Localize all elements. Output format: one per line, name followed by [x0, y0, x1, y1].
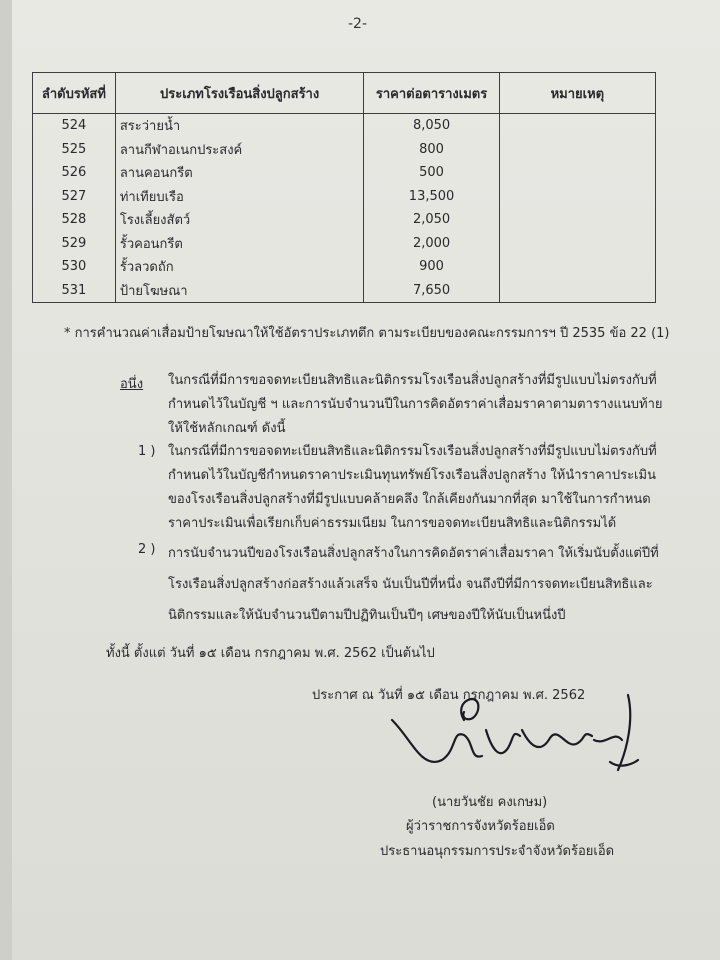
item1-line: ของโรงเรือนสิ่งปลูกสร้างที่มีรูปแบบคล้ายคลึง ใกล้เคียงกันมากที่สุด มาใช้ในการกำหนด [168, 492, 651, 507]
signatory-name: (นายวันชัย คงเกษม) [432, 795, 548, 810]
intro-paragraph [168, 369, 663, 441]
cell-note [499, 232, 655, 256]
cell-code: 528 [33, 208, 116, 232]
cell-price: 900 [364, 255, 499, 279]
cell-price: 2,000 [364, 232, 499, 256]
table-row [33, 208, 656, 232]
table-row [33, 279, 656, 303]
cell-type: รั้วคอนกรีต [115, 232, 364, 256]
cell-code: 527 [33, 185, 116, 209]
document-page [12, 0, 720, 960]
table-row [33, 114, 656, 138]
cell-code: 529 [33, 232, 116, 256]
cell-code: 525 [33, 138, 116, 162]
cell-note [499, 138, 655, 162]
item1-line: ในกรณีที่มีการขอจดทะเบียนสิทธิและนิติกรรมโรงเรือนสิ่งปลูกสร้างที่มีรูปแบบไม่ตรงกับที่ [168, 444, 657, 459]
item2-paragraph [168, 538, 659, 631]
item1-line: กำหนดไว้ในบัญชีกำหนดราคาประเมินทุนทรัพย์โรงเรือนสิ่งปลูกสร้าง ให้นำราคาประเมิน [168, 468, 656, 483]
cell-type: ลานคอนกรีต [115, 161, 364, 185]
header-type: ประเภทโรงเรือนสิ่งปลูกสร้าง [115, 73, 364, 114]
cell-code: 524 [33, 114, 116, 138]
table-row [33, 161, 656, 185]
cell-type: โรงเลี้ยงสัตว์ [115, 208, 364, 232]
cell-price: 500 [364, 161, 499, 185]
table-row [33, 232, 656, 256]
cell-note [499, 255, 655, 279]
table-row [33, 185, 656, 209]
cell-price: 7,650 [364, 279, 499, 303]
item1-line: ราคาประเมินเพื่อเรียกเก็บค่าธรรมเนียม ในการขอจดทะเบียนสิทธิและนิติกรรมได้ [168, 516, 617, 531]
cell-type: สระว่ายน้ำ [115, 114, 364, 138]
cell-type: รั้วลวดถัก [115, 255, 364, 279]
item1-paragraph [168, 440, 657, 536]
signatory-title-chairman: ประธานอนุกรรมการประจำจังหวัดร้อยเอ็ด [380, 844, 615, 859]
cell-code: 531 [33, 279, 116, 303]
table-row [33, 255, 656, 279]
item2-number: 2 ) [138, 542, 156, 557]
header-note: หมายเหตุ [499, 73, 655, 114]
cell-price: 2,050 [364, 208, 499, 232]
cell-note [499, 185, 655, 209]
table-row [33, 138, 656, 162]
intro-line: กำหนดไว้ในบัญชี ฯ และการนับจำนวนปีในการคิดอัตราค่าเสื่อมราคาตามตารางแนบท้าย [168, 397, 663, 412]
footnote: * การคำนวณค่าเสื่อมป้ายโฆษณาให้ใช้อัตราประเภทตึก ตามระเบียบของคณะกรรมการฯ ปี 2535 ข้อ 22 (1) [64, 326, 670, 341]
item1-number: 1 ) [138, 444, 156, 459]
intro-line: ในกรณีที่มีการขอจดทะเบียนสิทธิและนิติกรรมโรงเรือนสิ่งปลูกสร้างที่มีรูปแบบไม่ตรงกับที่ [168, 373, 657, 388]
handwritten-signature [382, 690, 652, 780]
item2-line: นิติกรรมและให้นับจำนวนปีตามปีปฏิทินเป็นปีๆ เศษของปีให้นับเป็นหนึ่งปี [168, 608, 566, 623]
item2-line: โรงเรือนสิ่งปลูกสร้างก่อสร้างแล้วเสร็จ นับเป็นปีที่หนึ่ง จนถึงปีที่มีการจดทะเบียนสิทธิและ [168, 577, 653, 592]
cell-price: 800 [364, 138, 499, 162]
cell-price: 13,500 [364, 185, 499, 209]
signatory-title-governor: ผู้ว่าราชการจังหวัดร้อยเอ็ด [406, 819, 555, 834]
cell-type: ลานกีฬาอเนกประสงค์ [115, 138, 364, 162]
header-code: ลำดับรหัสที่ [33, 73, 116, 114]
intro-line: ให้ใช้หลักเกณฑ์ ดังนี้ [168, 421, 286, 436]
cell-price: 8,050 [364, 114, 499, 138]
page-number: -2- [348, 16, 368, 32]
cell-note [499, 208, 655, 232]
table-header-row [33, 73, 656, 114]
cell-code: 530 [33, 255, 116, 279]
cell-code: 526 [33, 161, 116, 185]
header-price: ราคาต่อตารางเมตร [364, 73, 499, 114]
announcement-date: ประกาศ ณ วันที่ ๑๕ เดือน กรกฎาคม พ.ศ. 2562 [312, 688, 586, 703]
cell-note [499, 279, 655, 303]
section-lead-word: อนึ่ง [120, 377, 144, 392]
cell-note [499, 161, 655, 185]
cell-type: ท่าเทียบเรือ [115, 185, 364, 209]
effective-date: ทั้งนี้ ตั้งแต่ วันที่ ๑๕ เดือน กรกฎาคม พ.ศ. 2562 เป็นต้นไป [106, 646, 435, 661]
cell-note [499, 114, 655, 138]
price-table [32, 72, 656, 303]
item2-line: การนับจำนวนปีของโรงเรือนสิ่งปลูกสร้างในการคิดอัตราค่าเสื่อมราคา ให้เริ่มนับตั้งแต่ปีที่ [168, 546, 659, 561]
cell-type: ป้ายโฆษณา [115, 279, 364, 303]
